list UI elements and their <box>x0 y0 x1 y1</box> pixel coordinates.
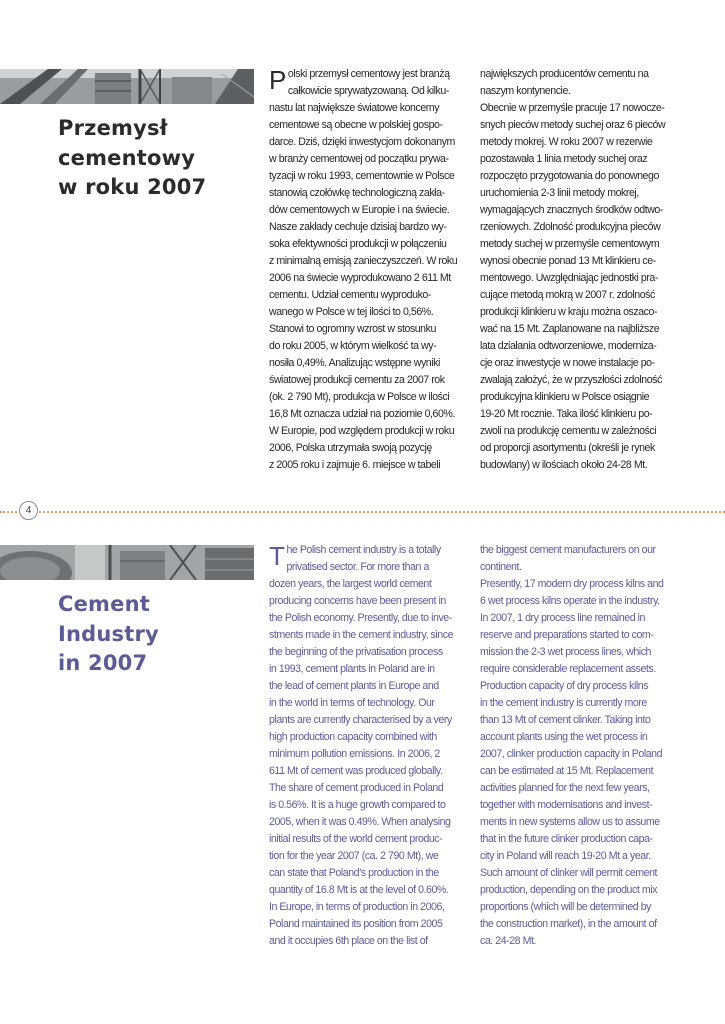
text-line: do roku 2005, w którym wielkość ta wy- <box>269 340 437 352</box>
text-line: the Polish economy. Presently, due to inve- <box>269 612 452 624</box>
text-line: dozen years, the largest world cement <box>269 578 432 590</box>
text-line: cje oraz inwestycje w nowe instalacje po- <box>480 357 655 369</box>
text-line: ments in new systems allow us to assume <box>480 816 660 828</box>
text-line: cementowe są obecne w polskiej gospo- <box>269 119 443 131</box>
text-line: Such amount of clinker will permit cement <box>480 867 658 879</box>
english-text-column-2 <box>480 542 678 950</box>
page-number: 4 <box>19 501 38 520</box>
text-line: cujące metodą mokrą w 2007 r. zdolność <box>480 289 655 301</box>
text-line: privatised sector. For more than a <box>286 561 429 573</box>
text-line: the biggest cement manufacturers on our <box>480 544 656 556</box>
text-line: together with modernisations and invest- <box>480 799 653 811</box>
text-line: activities planned for the next few years, <box>480 782 650 794</box>
text-line: the beginning of the privatisation process <box>269 646 443 658</box>
text-line: In Europe, in terms of production in 2006, <box>269 901 445 913</box>
text-line: Nasze zakłady cechuje dzisiaj bardzo wy- <box>269 221 447 233</box>
text-line: ca. 24-28 Mt. <box>480 935 536 947</box>
title-line: in 2007 <box>58 651 148 675</box>
text-line: zwalają założyć, że w przyszłości zdolność <box>480 374 662 386</box>
text-line: account plants using the wet process in <box>480 731 648 743</box>
title-line: cementowy <box>58 145 196 170</box>
text-line: he Polish cement industry is a totally <box>286 544 441 556</box>
text-line: 2006, Polska utrzymała swoją pozycję <box>269 442 432 454</box>
text-line: high production capacity combined with <box>269 731 437 743</box>
text-line: wanego w Polsce w tej ilości to 0,56%. <box>269 306 434 318</box>
text-line: tion for the year 2007 (ca. 2 790 Mt), we <box>269 850 439 862</box>
text-line: rozpoczęto przygotowania do ponownego <box>480 170 659 182</box>
text-line: producing concerns have been present in <box>269 595 446 607</box>
cement-plant-photo-bottom <box>0 545 254 580</box>
text-line: produkcyjna klinkieru w Polsce osiągnie <box>480 391 650 403</box>
text-line: proportions (which will be determined by <box>480 901 652 913</box>
text-line: mentowego. Uwzględniając jednostki pra- <box>480 272 658 284</box>
text-line: z 2005 roku i zajmuje 6. miejsce w tabeli <box>269 459 441 471</box>
text-line: wynosi obecnie ponad 13 Mt klinkieru ce- <box>480 255 656 267</box>
text-line: tyzacji w roku 1993, cementownie w Polsce <box>269 170 455 182</box>
polish-text-column-2 <box>480 66 678 474</box>
text-line: wać na 15 Mt. Zaplanowane na najbliższe <box>480 323 660 335</box>
text-line: The share of cement produced in Poland <box>269 782 444 794</box>
text-line: metody mokrej. W roku 2007 w rezerwie <box>480 136 653 148</box>
text-line: największych producentów cementu na <box>480 68 649 80</box>
text-line: Stanowi to ogromny wzrost w stosunku <box>269 323 436 335</box>
text-line: (ok. 2 790 Mt), produkcja w Polsce w ilości <box>269 391 450 403</box>
text-line: Obecnie w przemyśle pracuje 17 nowocze- <box>480 102 665 114</box>
text-line: nosiła 0,49%. Analizując wstępne wyniki <box>269 357 440 369</box>
text-line: stanowią czołówkę technologiczną zakła- <box>269 187 445 199</box>
text-line: mission the 2-3 wet process lines, which <box>480 646 652 658</box>
text-line: the lead of cement plants in Europe and <box>269 680 439 692</box>
text-line: snych pieców metody suchej oraz 6 pieców <box>480 119 666 131</box>
text-line: od proporcji asortymentu (określi je rynek <box>480 442 655 454</box>
text-line: dów cementowych w Europie i na świecie. <box>269 204 450 216</box>
polish-text-column-1 <box>269 66 467 474</box>
drop-cap: T <box>269 541 285 571</box>
title-line: w roku 2007 <box>58 175 207 199</box>
text-line: city in Poland will reach 19-20 Mt a year. <box>480 850 651 862</box>
text-line: 2007, clinker production capacity in Poland <box>480 748 663 760</box>
text-line: pozostawała 1 linia metody suchej oraz <box>480 153 648 165</box>
text-line: is 0.56%. It is a huge growth compared to <box>269 799 446 811</box>
text-line: the construction market), in the amount of <box>480 918 657 930</box>
text-line: 2006 na świecie wyprodukowano 2 611 Mt <box>269 272 451 284</box>
text-line: that in the future clinker production capa- <box>480 833 653 845</box>
text-line: całkowicie sprywatyzowaną. Od kilku- <box>287 85 449 97</box>
text-line: can be estimated at 15 Mt. Replacement <box>480 765 654 777</box>
text-line: uruchomienia 2-3 linii metody mokrej, <box>480 187 639 199</box>
text-line: budowlany) w ilościach około 24-28 Mt. <box>480 459 648 471</box>
section-divider <box>0 511 725 513</box>
text-line: olski przemysł cementowy jest branżą <box>287 68 450 80</box>
text-line: produkcji klinkieru w kraju można oszaco- <box>480 306 658 318</box>
text-line: reserve and preparations started to com- <box>480 629 654 641</box>
text-line: naszym kontynencie. <box>480 85 571 97</box>
text-line: In 2007, 1 dry process line remained in <box>480 612 646 624</box>
text-line: zwoli na produkcję cementu w zależności <box>480 425 657 437</box>
text-line: quantity of 16.8 Mt is at the level of 0.60%. <box>269 884 449 896</box>
text-line: stments made in the cement industry, since <box>269 629 454 641</box>
text-line: production, depending on the product mix <box>480 884 657 896</box>
english-text-column-1 <box>269 542 467 950</box>
text-line: 16,8 Mt oznacza udział na poziomie 0,60%. <box>269 408 455 420</box>
english-section-title <box>58 590 159 679</box>
text-line: wymagających znacznych środków odtwo- <box>480 204 663 216</box>
text-line: can state that Poland’s production in the <box>269 867 439 879</box>
text-line: Production capacity of dry process kilns <box>480 680 649 692</box>
text-line: Presently, 17 modern dry process kilns and <box>480 578 664 590</box>
title-line: Przemysł <box>58 116 168 140</box>
text-line: metody suchej w przemyśle cementowym <box>480 238 660 250</box>
text-line: initial results of the world cement produc- <box>269 833 443 845</box>
text-line: z minimalną emisją zanieczyszczeń. W roku <box>269 255 458 267</box>
text-line: W Europie, pod względem produkcji w roku <box>269 425 455 437</box>
text-line: darce. Dziś, dzięki inwestycjom dokonanym <box>269 136 455 148</box>
text-line: cementu. Udział cementu wyproduko- <box>269 289 431 301</box>
text-line: in the cement industry is currently more <box>480 697 647 709</box>
text-line: soka efektywności produkcji w połączeniu <box>269 238 447 250</box>
text-line: and it occupies 6th place on the list of <box>269 935 428 947</box>
title-line: Industry <box>58 621 159 646</box>
text-line: nastu lat największe światowe koncerny <box>269 102 440 114</box>
polish-section-title <box>58 114 206 203</box>
text-line: in the world in terms of technology. Our <box>269 697 435 709</box>
text-line: than 13 Mt of cement clinker. Taking into <box>480 714 651 726</box>
text-line: w branży cementowej od początku prywa- <box>269 153 449 165</box>
text-line: rzeniowych. Zdolność produkcyjna pieców <box>480 221 661 233</box>
text-line: światowej produkcji cementu za 2007 rok <box>269 374 445 386</box>
text-line: 19-20 Mt rocznie. Taka ilość klinkieru po- <box>480 408 653 420</box>
drop-cap: P <box>269 65 286 95</box>
text-line: 2005, when it was 0.49%. When analysing <box>269 816 451 828</box>
text-line: continent. <box>480 561 522 573</box>
text-line: lata działania odtworzeniowe, moderniza- <box>480 340 657 352</box>
title-line: Cement <box>58 592 150 616</box>
text-line: plants are currently characterised by a very <box>269 714 452 726</box>
text-line: require considerable replacement assets. <box>480 663 656 675</box>
text-line: 6 wet process kilns operate in the industry. <box>480 595 660 607</box>
cement-plant-photo-top <box>0 69 254 104</box>
text-line: minimum pollution emissions. In 2006, 2 <box>269 748 440 760</box>
text-line: Poland maintained its position from 2005 <box>269 918 443 930</box>
text-line: in 1993, cement plants in Poland are in <box>269 663 435 675</box>
text-line: 611 Mt of cement was produced globally. <box>269 765 443 777</box>
